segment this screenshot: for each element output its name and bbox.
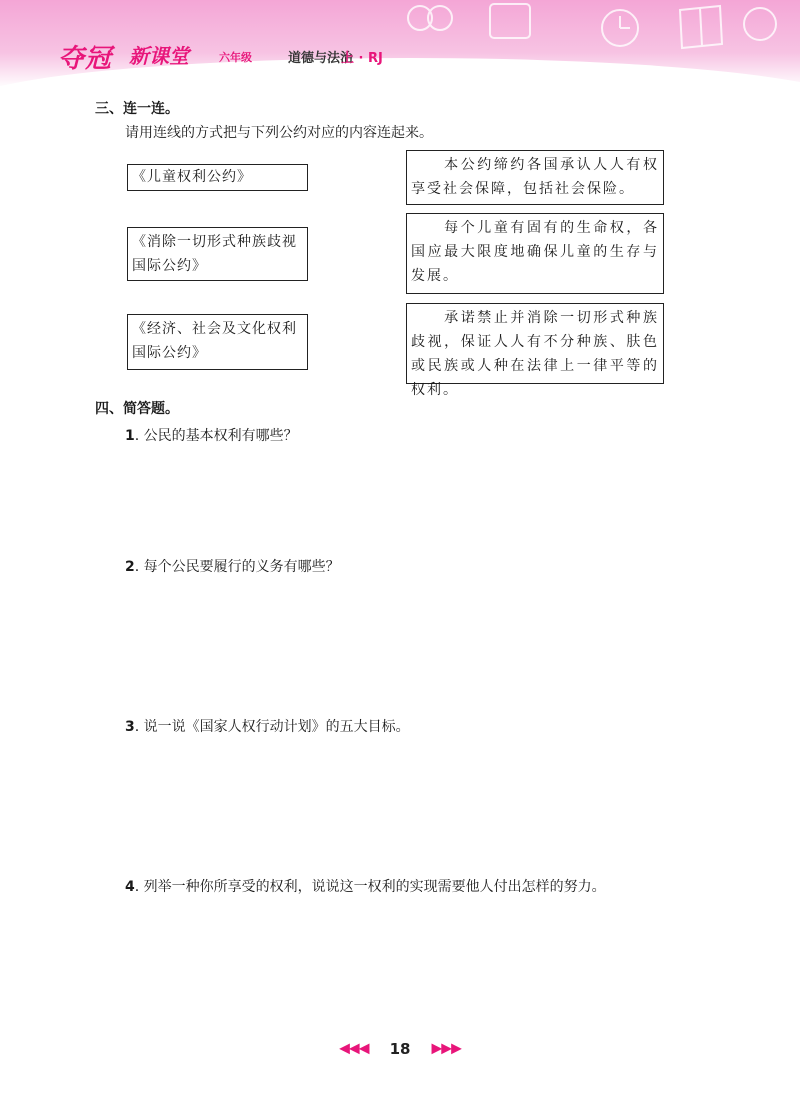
right-item[interactable]: 每个儿童有固有的生命权，各国应最大限度地确保儿童的生存与发展。	[406, 213, 664, 294]
section3-title: 三、连一连。	[95, 101, 179, 117]
grade-label: 六年级	[219, 51, 252, 64]
right-item[interactable]: 承诺禁止并消除一切形式种族歧视，保证人人有不分种族、肤色或民族或人种在法律上一律平等的权利。	[406, 303, 664, 384]
section3-instruction: 请用连线的方式把与下列公约对应的内容连起来。	[125, 125, 433, 141]
left-item[interactable]: 《儿童权利公约》	[127, 164, 308, 191]
subject-label: 道德与法治	[288, 51, 354, 66]
page-number: 18	[389, 1039, 411, 1058]
left-item[interactable]: 《经济、社会及文化权利国际公约》	[127, 314, 308, 370]
question: 4. 列举一种你所享受的权利，说说这一权利的实现需要他人付出怎样的努力。	[125, 879, 606, 895]
prev-arrows-icon: ◀◀◀	[339, 1040, 369, 1057]
edition-label: 上 · RJ	[341, 51, 383, 66]
question: 2. 每个公民要履行的义务有哪些？	[125, 559, 340, 575]
next-arrows-icon: ▶▶▶	[431, 1040, 461, 1057]
left-item[interactable]: 《消除一切形式种族歧视国际公约》	[127, 227, 308, 281]
question: 1. 公民的基本权利有哪些？	[125, 428, 298, 444]
right-item[interactable]: 本公约缔约各国承认人人有权享受社会保障，包括社会保险。	[406, 150, 664, 205]
question: 3. 说一说《国家人权行动计划》的五大目标。	[125, 719, 410, 735]
brand-logo: 夺冠	[58, 44, 113, 74]
header-banner	[0, 0, 800, 88]
brand-sub: 新课堂	[129, 44, 189, 68]
section4-title: 四、简答题。	[95, 401, 179, 417]
page-footer	[0, 1038, 800, 1058]
